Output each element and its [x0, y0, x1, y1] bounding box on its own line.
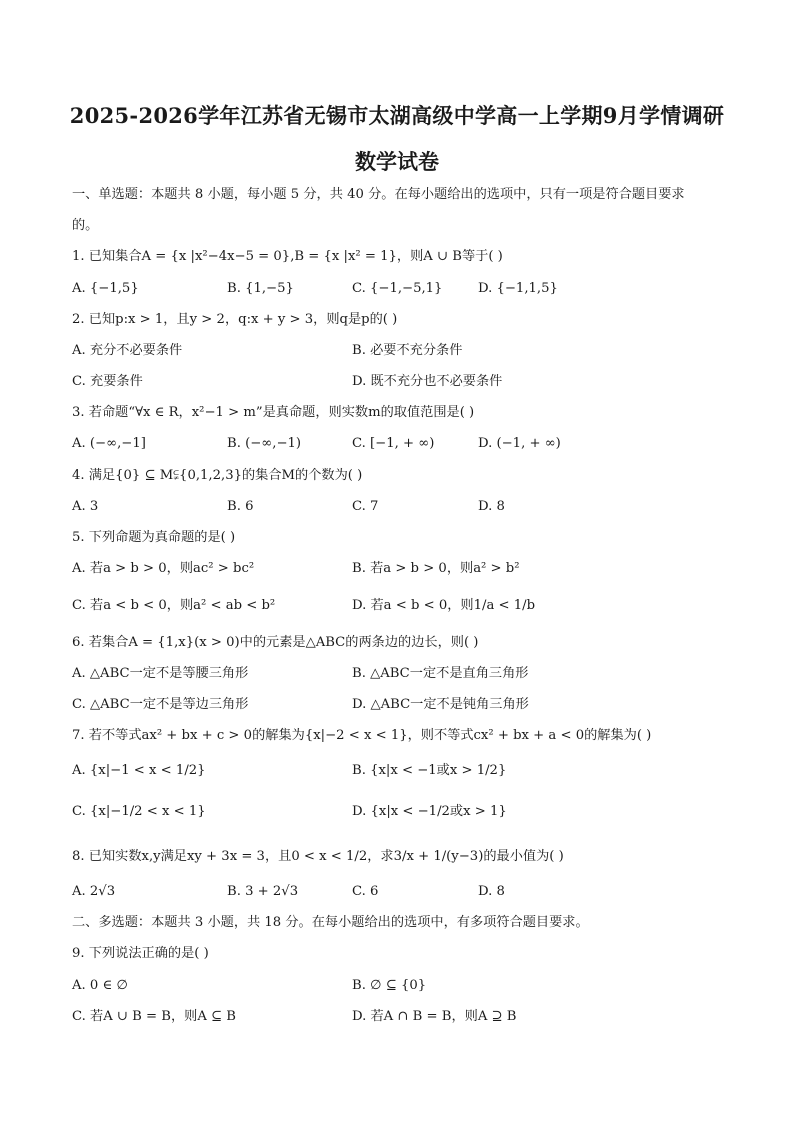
q2-option-c: C. 充要条件 — [72, 374, 143, 389]
q2-option-a: A. 充分不必要条件 — [72, 343, 183, 358]
q7-option-c: C. {x|−1/2 < x < 1} — [72, 804, 206, 819]
q9-option-a: A. 0 ∈ ∅ — [72, 978, 128, 993]
question-7-stem: 7. 若不等式ax² + bx + c > 0的解集为{x|−2 < x < 1}，则不等式cx² + bx + a < 0的解集为( ) — [72, 728, 652, 743]
q3-option-c: C. [−1, + ∞) — [352, 436, 435, 451]
q7-option-a: A. {x|−1 < x < 1/2} — [72, 763, 206, 778]
q5-option-c: C. 若a < b < 0，则a² < ab < b² — [72, 598, 276, 613]
q2-option-d: D. 既不充分也不必要条件 — [352, 374, 503, 389]
q8-option-a: A. 2√3 — [72, 884, 116, 899]
q4-option-b: B. 6 — [227, 499, 254, 514]
q3-option-a: A. (−∞,−1] — [72, 436, 146, 451]
q6-option-a: A. △ABC一定不是等腰三角形 — [72, 666, 249, 681]
q5-option-d: D. 若a < b < 0，则1/a < 1/b — [352, 598, 536, 613]
q1-option-a: A. {−1,5} — [72, 281, 139, 296]
question-5-stem: 5. 下列命题为真命题的是( ) — [72, 530, 236, 545]
q9-option-c: C. 若A ∪ B = B，则A ⊆ B — [72, 1009, 236, 1024]
exam-title-line1: 2025-2026学年江苏省无锡市太湖高级中学高一上学期9月学情调研 — [69, 103, 725, 128]
section1-heading: 一、单选题：本题共 8 小题，每小题 5 分，共 40 分。在每小题给出的选项中，只有一项是符合题目要求 — [72, 187, 685, 202]
question-6-stem: 6. 若集合A = {1,x}(x > 0)中的元素是△ABC的两条边的边长，则( ) — [72, 635, 479, 650]
q5-option-a: A. 若a > b > 0，则ac² > bc² — [72, 561, 255, 576]
q8-option-b: B. 3 + 2√3 — [227, 884, 299, 899]
q1-option-d: D. {−1,1,5} — [478, 281, 558, 296]
q7-option-d: D. {x|x < −1/2或x > 1} — [352, 804, 507, 819]
q8-option-d: D. 8 — [478, 884, 505, 899]
q3-option-b: B. (−∞,−1) — [227, 436, 302, 451]
question-2-stem: 2. 已知p:x > 1，且y > 2，q:x + y > 3，则q是p的( ) — [72, 312, 398, 327]
exam-title-line2: 数学试卷 — [355, 149, 439, 174]
q4-option-a: A. 3 — [72, 499, 99, 514]
section1-heading-cont: 的。 — [72, 218, 99, 233]
q9-option-d: D. 若A ∩ B = B，则A ⊇ B — [352, 1009, 517, 1024]
q3-option-d: D. (−1, + ∞) — [478, 436, 561, 451]
question-8-stem: 8. 已知实数x,y满足xy + 3x = 3，且0 < x < 1/2，求3/x + 1/(y−3)的最小值为( ) — [72, 849, 564, 864]
q1-option-b: B. {1,−5} — [227, 281, 294, 296]
q9-option-b: B. ∅ ⊆ {0} — [352, 978, 427, 993]
question-9-stem: 9. 下列说法正确的是( ) — [72, 946, 209, 961]
question-4-stem: 4. 满足{0} ⊆ M⫋{0,1,2,3}的集合M的个数为( ) — [72, 468, 363, 483]
question-1-stem: 1. 已知集合A = {x |x²−4x−5 = 0},B = {x |x² = 1}，则A ∪ B等于( ) — [72, 249, 503, 264]
q2-option-b: B. 必要不充分条件 — [352, 343, 463, 358]
q4-option-c: C. 7 — [352, 499, 379, 514]
section2-heading: 二、多选题：本题共 3 小题，共 18 分。在每小题给出的选项中，有多项符合题目要求。 — [72, 915, 589, 930]
q6-option-d: D. △ABC一定不是钝角三角形 — [352, 697, 529, 712]
question-3-stem: 3. 若命题“∀x ∈ R，x²−1 > m”是真命题，则实数m的取值范围是( ) — [72, 405, 475, 420]
q5-option-b: B. 若a > b > 0，则a² > b² — [352, 561, 520, 576]
q8-option-c: C. 6 — [352, 884, 379, 899]
q1-option-c: C. {−1,−5,1} — [352, 281, 443, 296]
q6-option-b: B. △ABC一定不是直角三角形 — [352, 666, 529, 681]
q4-option-d: D. 8 — [478, 499, 505, 514]
q6-option-c: C. △ABC一定不是等边三角形 — [72, 697, 249, 712]
q7-option-b: B. {x|x < −1或x > 1/2} — [352, 763, 507, 778]
